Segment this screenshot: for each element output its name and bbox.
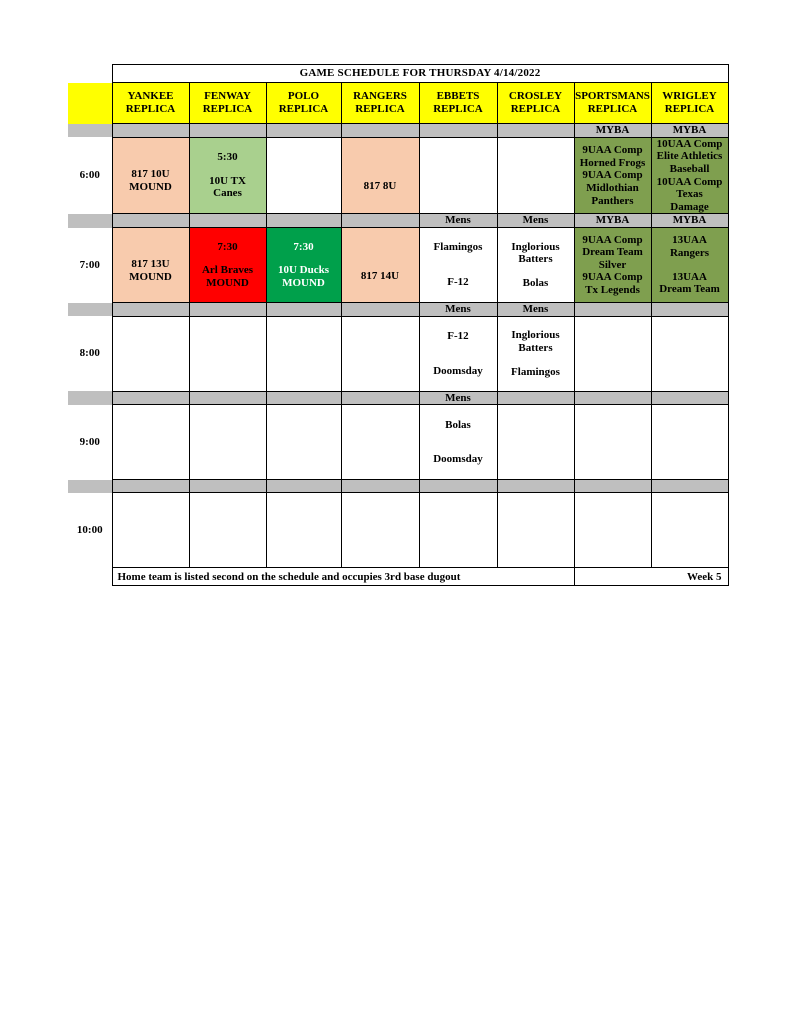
strip-cell [651,480,728,493]
game-line-2: Dream Team [582,246,643,259]
game-line-1: Inglorious [511,240,560,253]
game-cell-crosley-6[interactable] [497,137,574,214]
game-cell-sportsmans-10[interactable] [574,493,651,568]
strip-row-9 [68,391,728,405]
game-line-1: 7:30 [217,240,238,253]
strip-cell [112,124,189,138]
field-name-line1: POLO [287,90,320,103]
game-line-3: Flamingos [511,365,560,378]
field-name-line2: REPLICA [664,103,715,115]
game-line-2: Batters [518,253,553,266]
field-name-line1: YANKEE [127,90,174,103]
game-cell-fenway-9[interactable] [189,405,266,480]
game-line-1: 9UAA Comp [582,143,643,156]
game-cell-crosley-8[interactable] [497,316,574,391]
strip-cell-mens: Mens [497,214,574,228]
strip-cell [189,124,266,138]
strip-cell [341,214,419,228]
game-cell-polo-7[interactable] [266,228,341,303]
schedule-container [68,64,728,586]
line-spacer [113,157,189,168]
line-spacer [652,260,728,271]
field-name-line2: REPLICA [278,103,329,115]
game-cell-ebbets-9[interactable] [419,405,497,480]
field-name-line1: FENWAY [204,90,251,103]
field-name-line1: EBBETS [436,90,480,103]
strip-cell-mens: Mens [419,391,497,405]
field-name-line2: REPLICA [433,103,483,115]
game-line-4: Dream Team [659,283,720,296]
strip-cell [497,124,574,138]
line-spacer [190,164,266,175]
game-line-2: Elite Athletics [656,150,723,163]
game-cell-crosley-7[interactable] [497,228,574,303]
strip-cell [266,124,341,138]
page-title: GAME SCHEDULE FOR THURSDAY 4/14/2022 [112,65,728,83]
game-schedule-table [68,64,729,586]
strip-row-7 [68,214,728,228]
line-spacer [342,158,419,169]
game-line-3: Canes [213,187,242,200]
game-cell-rangers-10[interactable] [341,493,419,568]
game-cell-yankee-9[interactable] [112,405,189,480]
gutter-spacer [68,65,112,83]
game-cell-polo-10[interactable] [266,493,341,568]
strip-cell [419,124,497,138]
game-cell-polo-6[interactable] [266,137,341,214]
field-header-row [68,83,728,124]
game-line-3: Baseball [669,162,710,175]
game-line-3: Doomsday [433,453,483,466]
strip-cell [112,303,189,317]
strip-cell [112,214,189,228]
game-line-1: Flamingos [433,241,483,254]
field-name-line2: REPLICA [510,103,561,115]
schedule-row-6 [68,137,728,214]
strip-row-6 [68,124,728,138]
game-line-3: Bolas [522,276,549,289]
game-cell-rangers-6[interactable] [341,137,419,214]
strip-cell [189,214,266,228]
game-line-2: 817 14U [360,269,400,282]
strip-cell [341,391,419,405]
strip-cell [651,303,728,317]
game-line-3: F-12 [447,276,469,289]
strip-cell [651,391,728,405]
week-label: Week 5 [574,568,728,586]
strip-cell [189,303,266,317]
game-cell-sportsmans-9[interactable] [574,405,651,480]
game-line-4: 9UAA Comp [582,271,643,284]
strip-cell-myba: MYBA [651,124,728,138]
field-header-wrigley [651,83,728,124]
field-header-polo [266,83,341,124]
schedule-row-10 [68,493,728,568]
game-line-1: 5:30 [217,151,238,164]
field-name-line2: REPLICA [587,103,638,115]
game-line-2: 817 13U [131,257,170,270]
field-name-line2: REPLICA [125,103,176,115]
strip-cell [341,480,419,493]
field-name-line2: REPLICA [202,103,253,115]
game-line-2: 817 8U [363,180,397,193]
game-cell-yankee-6[interactable] [112,137,189,214]
gutter-spacer [68,83,112,124]
game-cell-fenway-8[interactable] [189,316,266,391]
game-line-1: Inglorious [511,329,560,342]
game-line-2: 10U TX [209,174,246,187]
game-line-3: Doomsday [433,364,483,377]
strip-cell [574,303,651,317]
game-cell-sportsmans-6[interactable] [574,137,651,214]
game-cell-ebbets-10[interactable] [419,493,497,568]
field-header-rangers [341,83,419,124]
game-line-1: 7:30 [293,240,314,253]
schedule-footer-row [68,568,728,586]
game-line-2: Arl Braves [201,264,253,277]
strip-cell [341,124,419,138]
schedule-title-row [68,65,728,83]
strip-cell [497,480,574,493]
game-line-3: MOUND [129,270,172,283]
strip-cell [112,480,189,493]
strip-cell-mens: Mens [419,303,497,317]
game-line-1: 13UAA [672,234,707,247]
game-line-5: Tx Legends [585,284,640,297]
game-cell-crosley-9[interactable] [497,405,574,480]
strip-cell [189,480,266,493]
time-label-7: 7:00 [68,228,112,303]
game-line-3: MOUND [206,276,249,289]
game-cell-wrigley-6[interactable] [651,137,728,214]
game-cell-yankee-7[interactable] [112,228,189,303]
game-cell-polo-8[interactable] [266,316,341,391]
strip-cell-myba: MYBA [574,124,651,138]
line-spacer [342,259,419,270]
strip-cell [419,480,497,493]
strip-cell [266,214,341,228]
game-cell-ebbets-7[interactable] [419,228,497,303]
game-cell-fenway-6[interactable] [189,137,266,214]
game-cell-rangers-7[interactable] [341,228,419,303]
field-name-line1: SPORTSMANS [575,90,650,103]
strip-cell [189,391,266,405]
game-line-1: 10UAA Comp [656,137,723,150]
game-line-1: 9UAA Comp [582,233,643,246]
game-line-6: Damage [670,200,709,213]
field-header-ebbets [419,83,497,124]
gutter-spacer [68,391,112,405]
time-label-10: 10:00 [68,493,112,568]
game-line-3: 9UAA Comp [582,169,643,182]
line-spacer [267,253,341,264]
game-cell-yankee-10[interactable] [112,493,189,568]
schedule-row-7 [68,228,728,303]
game-line-3: MOUND [282,276,325,289]
field-name-line2: REPLICA [355,103,405,115]
game-line-5: Panthers [591,194,634,207]
game-cell-crosley-10[interactable] [497,493,574,568]
game-cell-rangers-8[interactable] [341,316,419,391]
game-cell-sportsmans-7[interactable] [574,228,651,303]
field-header-crosley [497,83,574,124]
game-line-1: F-12 [447,330,469,343]
line-spacer [420,265,497,276]
strip-cell [266,480,341,493]
strip-cell-myba: MYBA [651,214,728,228]
line-spacer [420,354,497,365]
strip-cell-mens: Mens [419,214,497,228]
gutter-spacer [68,214,112,228]
gutter-spacer [68,480,112,493]
strip-cell-myba: MYBA [574,214,651,228]
game-line-3: Silver [598,258,627,271]
time-label-9: 9:00 [68,405,112,480]
game-cell-wrigley-10[interactable] [651,493,728,568]
game-cell-yankee-8[interactable] [112,316,189,391]
line-spacer [190,253,266,264]
game-cell-ebbets-6[interactable] [419,137,497,214]
line-spacer [342,248,419,259]
strip-cell [574,391,651,405]
game-cell-polo-9[interactable] [266,405,341,480]
game-line-5: Texas [676,188,703,201]
line-spacer [420,442,497,453]
game-line-2: Horned Frogs [579,156,646,169]
game-line-2: Rangers [669,246,710,259]
field-name-line1: CROSLEY [508,90,563,103]
game-line-2: 817 10U [131,168,170,181]
line-spacer [498,355,574,366]
game-line-4: 10UAA Comp [656,175,723,188]
strip-cell [574,480,651,493]
game-line-3: MOUND [129,181,172,194]
game-line-1: Bolas [445,418,471,431]
field-header-yankee [112,83,189,124]
time-label-8: 8:00 [68,316,112,391]
game-line-2: Batters [518,341,553,354]
game-line-3: 13UAA [672,270,707,283]
strip-cell [266,391,341,405]
strip-cell [341,303,419,317]
time-label-6: 6:00 [68,137,112,214]
line-spacer [420,343,497,354]
strip-cell-mens: Mens [497,303,574,317]
field-header-fenway [189,83,266,124]
strip-cell [112,391,189,405]
gutter-spacer [68,303,112,317]
field-header-sportsmans [574,83,651,124]
game-cell-rangers-9[interactable] [341,405,419,480]
game-line-2: 10U Ducks [277,264,330,277]
game-cell-ebbets-8[interactable] [419,316,497,391]
game-cell-sportsmans-8[interactable] [574,316,651,391]
footer-note: Home team is listed second on the schedule and occupies 3rd base dugout [112,568,574,586]
game-line-4: Midlothian [586,181,639,194]
gutter-spacer [68,568,112,586]
strip-cell [497,391,574,405]
strip-row-10 [68,480,728,493]
line-spacer [342,169,419,180]
line-spacer [420,431,497,442]
line-spacer [420,254,497,265]
schedule-row-8 [68,316,728,391]
strip-row-8 [68,303,728,317]
game-cell-wrigley-8[interactable] [651,316,728,391]
gutter-spacer [68,124,112,138]
game-cell-fenway-10[interactable] [189,493,266,568]
field-name-line1: RANGERS [353,90,407,103]
game-cell-wrigley-9[interactable] [651,405,728,480]
line-spacer [498,266,574,277]
game-cell-wrigley-7[interactable] [651,228,728,303]
game-cell-fenway-7[interactable] [189,228,266,303]
schedule-row-9 [68,405,728,480]
line-spacer [113,247,189,258]
field-name-line1: WRIGLEY [662,90,717,103]
strip-cell [266,303,341,317]
